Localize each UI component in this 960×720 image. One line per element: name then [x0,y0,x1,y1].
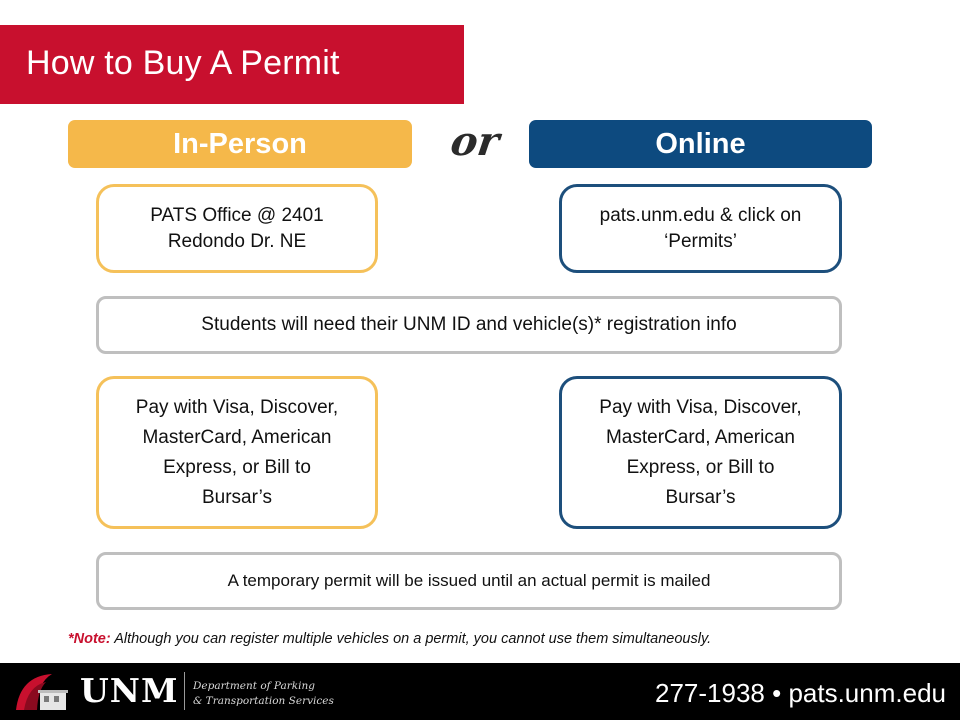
in-person-location-line2: Redondo Dr. NE [167,230,307,252]
in-person-heading-label: In-Person [173,127,307,160]
in-person-payment-box [96,376,378,529]
department-line2: & Transportation Services [193,695,334,707]
footnote-text: Although you can register multiple vehicles on a permit, you cannot use them simultaneously. [110,631,712,647]
or-separator: or [447,118,503,165]
online-heading [529,120,872,168]
temporary-permit-text: A temporary permit will be issued until an actual permit is mailed [227,571,711,590]
unm-wordmark: UNM [80,671,179,710]
online-payment-line2: MasterCard, American [605,426,795,448]
online-location-box [559,184,842,273]
in-person-payment-line4: Bursar’s [201,486,273,508]
temporary-permit-box [96,552,842,610]
logo-divider [184,672,185,710]
online-location-line1: pats.unm.edu & click on [599,204,802,226]
in-person-payment-line2: MasterCard, American [142,426,332,448]
online-payment-box [559,376,842,529]
in-person-heading [68,120,412,168]
requirement-text: Students will need their UNM ID and vehicle(s)* registration info [201,314,737,335]
online-payment-line3: Express, or Bill to [626,456,775,478]
department-line1: Department of Parking [193,680,315,692]
in-person-location-line1: PATS Office @ 2401 [150,204,324,226]
online-location-line2: ‘Permits’ [664,230,737,252]
in-person-payment-line3: Express, or Bill to [163,456,311,478]
footnote [68,631,948,647]
online-payment-line4: Bursar’s [665,486,736,508]
footnote-label: *Note: [68,631,111,647]
page-title: How to Buy A Permit [26,44,340,82]
in-person-payment-line1: Pay with Visa, Discover, [135,396,339,418]
contact-info: 277-1938 • pats.unm.edu [655,678,946,708]
online-heading-label: Online [655,127,746,160]
online-payment-line1: Pay with Visa, Discover, [599,396,802,418]
unm-logo-icon [12,666,72,714]
requirement-box [96,296,842,354]
in-person-location-box [96,184,378,273]
